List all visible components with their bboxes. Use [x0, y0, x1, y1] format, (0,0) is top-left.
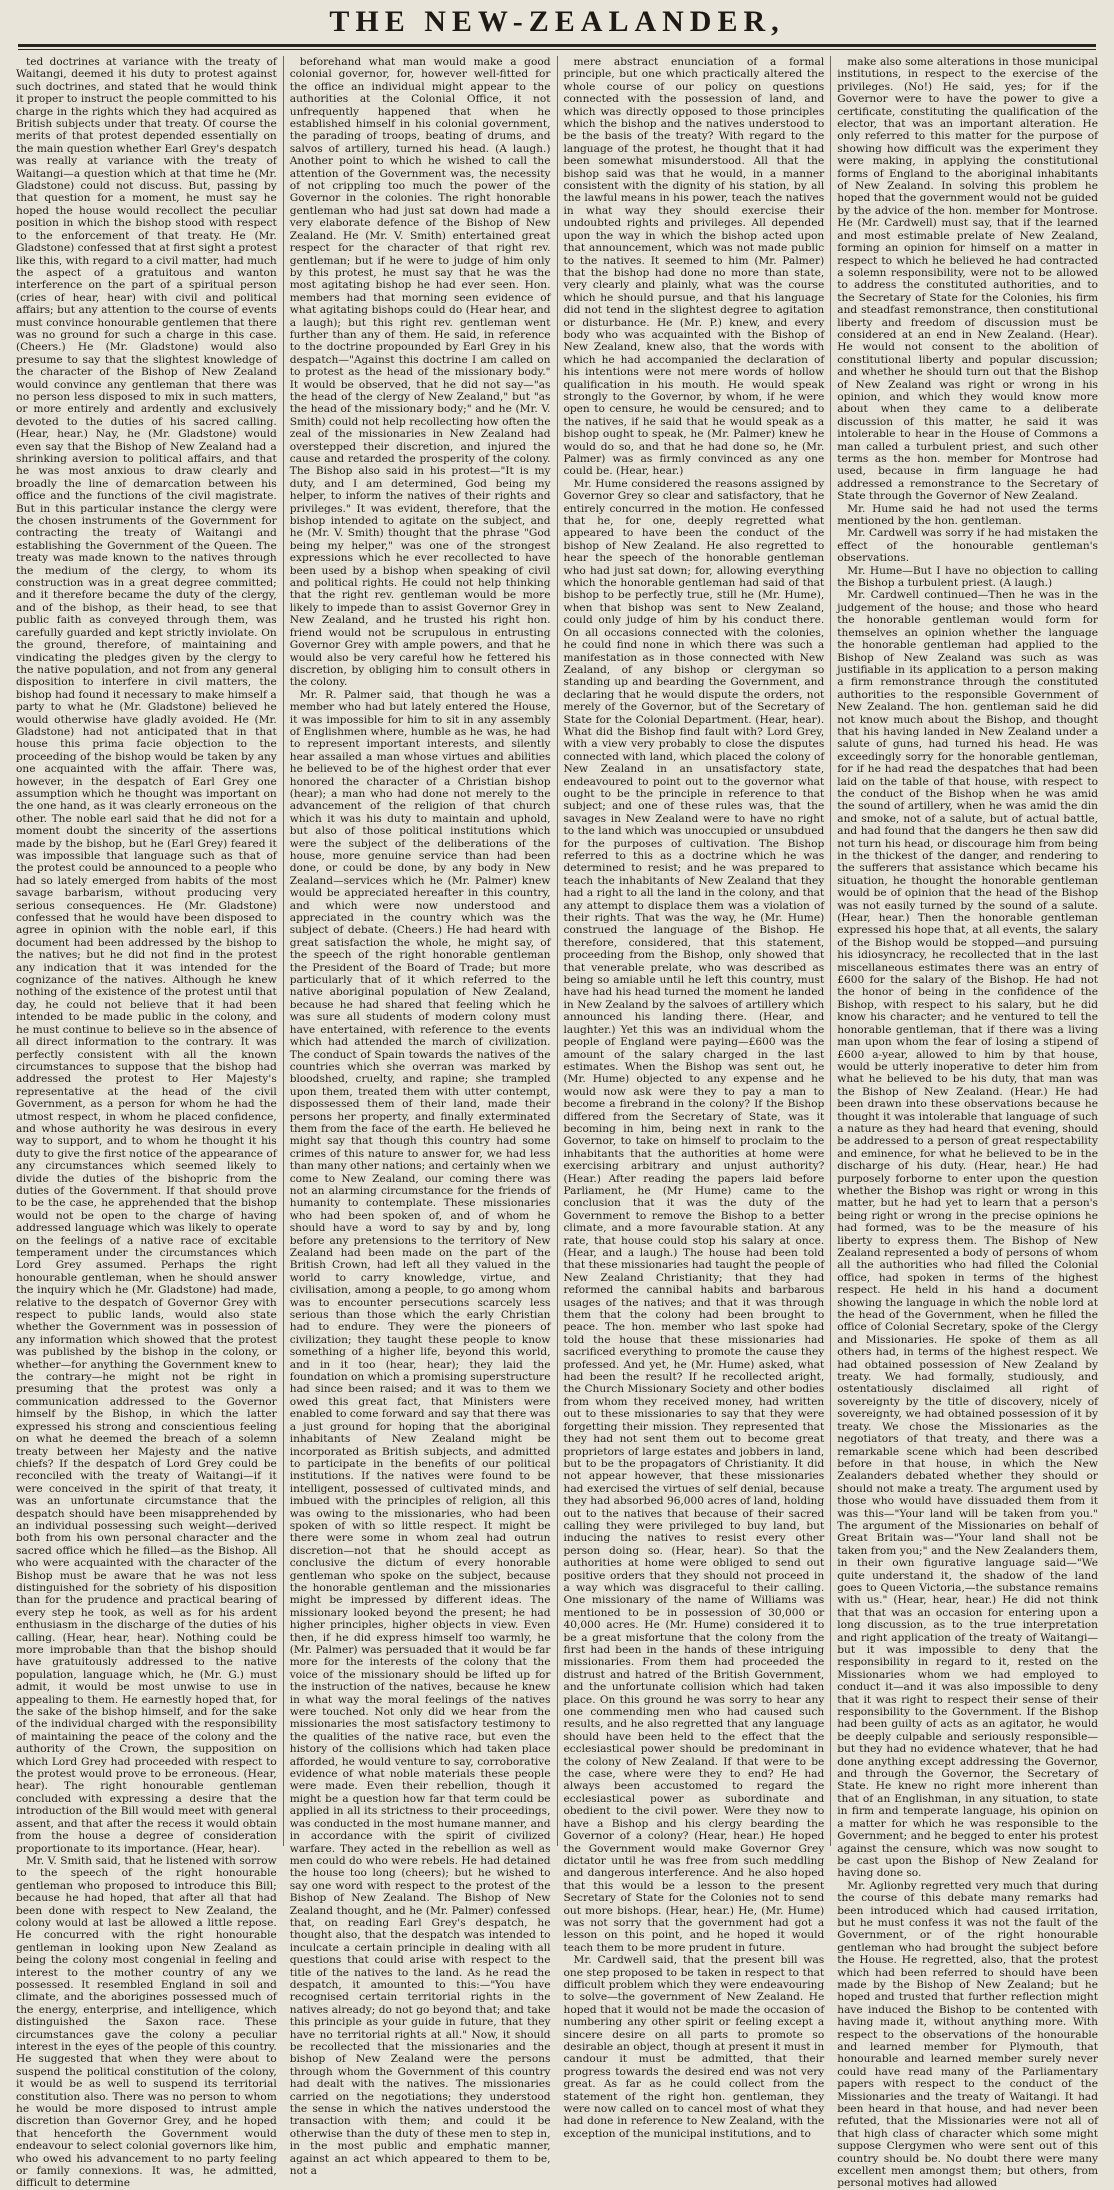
article-paragraph: Mr. Cardwell continued—Then he was in the judgement of the house; and those who heard the honorable gentleman would form for themselves an opinion whether the language the honorable gentleman had applied to the Bishop of New Zealand was such as was justifiable in its application to a person making a firm remonstrance through the constituted authorities to the responsible Government of New Zealand. The hon. gentleman said he did not know much about the Bishop, and thought that his having landed in New Zealand under a salute of guns, had turned his head. He was exceedingly sorry for the honorable gentleman, for if he had read the despatches that had been laid on the table of that house, with respect to the conduct of the Bishop when he was amid the sound of artillery, when he was amid the din and smoke, not of a salute, but of actual battle, and had found that the dangers he then saw did not turn his head, or discourage him from being in the thickest of the danger, and rendering to the sufferers that assistance which became his situation, he thought the honorable gentleman would be of opinion that the head of the Bishop was not easily turned by the sound of a salute. (Hear, hear.) Then the honorable gentleman expressed his hope that, at all events, the salary of the Bishop would be stopped—and pursuing his idiosyncracy, he recollected that in the last miscellaneous estimates there was an entry of £600 for the salary of the Bishop. He had not the honor of being in the confidence of the Bishop, with respect to his salary, but he did know his character; and he ventured to tell the honorable gentleman, that if there was a living man upon whom the fear of losing a stipend of £600 a-year, allowed to him by that house, would be utterly inoperative to deter him from what he believed to be his duty, that man was the Bishop of New Zealand. (Hear.) He had been drawn into these observations because he thought it was intolerable that language of such a nature as they had heard that evening, should be addressed to a person of great respectability and eminence, for what he believed to be in the discharge of his duty. (Hear, hear.) He had purposely forborne to enter upon the question whether the Bishop was right or wrong in this matter, but he had yet to learn that a person's being right or wrong in the precise opinions he had formed, was to be the measure of his liberty to express them. The Bishop of New Zealand represented a body of persons of whom all the authorities who had filled the Colonial office, had spoken in terms of the highest respect. He held in his hand a document showing the language in which the noble lord at the head of the Government, when he filled the office of Colonial Secretary, spoke of the Clergy and Missionaries. He spoke of them as all others had, in terms of the highest respect. We had obtained possession of New Zealand by treaty. We had formally, studiously, and ostentatiously disclaimed all right of sovereignty by the title of discovery, nicely of sovereignty, we had obtained possession of it by treaty. We chose the Missionaries as the negotiators of that treaty, and there was a remarkable scene which had been described before in that house, in which the New Zealanders debated whether they should or should not make a treaty. The argument used by those who would have dissuaded them from it was this—"Your land will be taken from you." The argument of the Missionaries on behalf of Great Britain was—"Your land shall not be taken from you;" and the New Zealanders them, in their own figurative language said—"We quite understand it, the shadow of the land goes to Queen Victoria,—the substance remains with us." (Hear, hear, hear.) He did not think that that was an occasion for entering upon a long discussion, as to the true interpretation and right application of the treaty of Waitangi—but it was impossible to deny that the responsibility in regard to it, rested on the Missionaries whom we had employed to conduct it—and it was also impossible to deny that it was right to respect their sense of their responsibility to the Government. If the Bishop had been guilty of acts as an agitator, he would be deeply culpable and seriously responsible—but they had no evidence whatever, that he had done anything except addressing the Governor, and through the Governor, the Secretary of State. He knew no right more inherent than that of an Englishman, in any situation, to state in firm and temperate language, his opinion on a matter for which he was responsible to the Government; and he begged to enter his protest against the censure, which was now sought to be cast upon the Bishop of New Zealand for having done so.: [837, 589, 1098, 1880]
article-paragraph: Mr. Cardwell was sorry if he had mistaken the effect of the honourable gentleman's observations.: [837, 527, 1098, 565]
masthead-rule: [18, 44, 1096, 47]
column-1: [10, 56, 283, 2190]
column-3: [557, 56, 831, 2140]
column-2: [283, 56, 557, 2178]
article-paragraph: Mr. Hume said he had not used the terms mentioned by the hon. gentleman.: [837, 502, 1098, 528]
article-paragraph: ted doctrines at variance with the treaty of Waitangi, deemed it his duty to protest against such doctrines, and stated that he would think it proper to instruct the people committed to his charge in the rights which they had acquired as British subjects under that treaty. Of course the merits of that protest depended essentially on the main question whether Earl Grey's despatch was really at variance with the treaty of Waitangi—a question which at that time he (Mr. Gladstone) could not discuss. But, passing by that question for a moment, he must say he hoped the house would recollect the peculiar position in which the bishop stood with respect to the enforcement of that treaty. He (Mr. Gladstone) confessed that at first sight a protest like this, with regard to a civil matter, had much the aspect of a gratuitous and wanton interference on the part of a spiritual person (cries of hear, hear) with civil and political affairs; but any attention to the course of events must convince honourable gentlemen that there was no ground for such a charge in this case. (Cheers.) He (Mr. Gladstone) would also presume to say that the slightest knowledge of the character of the Bishop of New Zealand would convince any gentleman that there was no person less disposed to mix in such matters, or more entirely and ardently and exclusively devoted to the duties of his sacred calling. (Hear, hear.) Nay, he (Mr. Gladstone) would even say that the Bishop of New Zealand had a shrinking aversion to political affairs, and that he was most anxious to draw clearly and broadly the line of demarcation between his office and the functions of the civil magistrate. But in this particular instance the clergy were the chosen instruments of the Government for contracting the treaty of Waitangi and establishing the Government of the Queen. The treaty was made known to the natives through the medium of the clergy, to whom its construction was in a great degree committed; and it therefore became the duty of the clergy, and of the bishop, as their head, to see that public faith as conveyed through them, was carefully guarded and kept strictly inviolate. On the ground, therefore, of maintaining and vindicating the pledges given by the clergy to the native population, and not from any general disposition to interfere in civil matters, the bishop had found it necessary to make himself a party to what he (Mr. Gladstone) believed he would otherwise have gladly avoided. He (Mr. Gladstone) had not anticipated that in that house this prima facie objection to the proceeding of the bishop would be taken by any one acquainted with the affair. There was, however, in the despatch of Earl Grey one assumption which he thought was important on the one hand, as it was clearly erroneous on the other. The noble earl said that he did not for a moment doubt the sincerity of the assertions made by the bishop, but he (Earl Grey) feared it was impossible that language such as that of the protest could be announced to a people who had so lately emerged from habits of the most savage barbarism, without producing very serious consequences. He (Mr. Gladstone) confessed that he would have been disposed to agree in opinion with the noble earl, if this document had been addressed by the bishop to the natives; but he did not find in the protest any indication that it was intended for the cognizance of the natives. Although he knew nothing of the existence of the protest until that day, he could not believe that it had been intended to be made public in the colony, and he must continue to believe so in the absence of all direct information to the contrary. It was perfectly consistent with all the known circumstances to suppose that the bishop had addressed the protest to Her Majesty's representative at the head of the civil Government, as a person for whom he had the utmost respect, in whom he placed confidence, and whose authority he was desirous in every way to support, and to whom he thought it his duty to give the first notice of the appearance of any circumstances which seemed likely to divide the duties of the bishopric from the duties of the Government. If that should prove to be the case, he apprehended that the bishop would not be open to the charge of having addressed language which was likely to operate on the feelings of a native race of excitable temperament under the circumstances which Lord Grey assumed. Perhaps the right honourable gentleman, when he should answer the inquiry which he (Mr. Gladstone) had made, relative to the despatch of Governor Grey with respect to public lands, would also state whether the Government was in possession of any information which showed that the protest was published by the bishop in the colony, or whether—for anything the Government knew to the contrary—he might not be right in presuming that the protest was only a communication addressed to the Governor himself by the Bishop, in which the latter expressed his strong and conscientious feeling on what he deemed the breach of a solemn treaty between her Majesty and the native chiefs? If the despatch of Lord Grey could be reconciled with the treaty of Waitangi—if it were conceived in the spirit of that treaty, it was an unfortunate circumstance that the despatch should have been misapprehended by an individual possessing such weight—derived both from his own personal character and the sacred office which he filled—as the Bishop. All who were acquainted with the character of the Bishop must be aware that he was not less distinguished for the sobriety of his disposition than for the prudence and practical bearing of every step he took, as well as for his ardent enthusiasm in the discharge of the duties of his calling. (Hear, hear, hear). Nothing could be more improbable than that the bishop should have gratuitously addressed to the native population, language which, he (Mr. G.) must admit, it would be most unwise to use in appealing to them. He earnestly hoped that, for the sake of the bishop himself, and for the sake of the individual charged with the responsibility of maintaining the peace of the colony and the authority of the Crown, the supposition on which Lord Grey had proceeded with respect to the protest would prove to be erroneous. (Hear, hear). The right honourable gentleman concluded with expressing a desire that the introduction of the Bill would meet with general assent, and that after the recess it would obtain from the house a degree of consideration proportionate to its importance. (Hear, hear).: [16, 56, 277, 1855]
article-paragraph: beforehand what man would make a good colonial governor, for, however well-fitted for the office an individual might appear to the authorities at the Colonial Office, it not unfrequently happened that when he established himself in his colonial government, the parading of troops, beating of drums, and salvos of artillery, turned his head. (A laugh.) Another point to which he wished to call the attention of the Government was, the necessity of not crippling too much the power of the Governor in the colonies. The right honorable gentleman who had just sat down had made a very elaborate defence of the Bishop of New Zealand. He (Mr. V. Smith) entertained great respect for the character of that right rev. gentleman; but if he were to judge of him only by this protest, he must say that he was the most agitating bishop he had ever seen. Hon. members had that morning seen evidence of what agitating bishops could do (Hear hear, and a laugh); but this right rev. gentleman went further than any of them. He said, in reference to the doctrine propounded by Earl Grey in his despatch—"Against this doctrine I am called on to protest as the head of the missionary body." It would be observed, that he did not say—"as the head of the clergy of New Zealand," but "as the head of the missionary body;" and he (Mr. V. Smith) could not help recollecting how often the zeal of the missionaries in New Zealand had overstepped their discretion, and injured the cause and retarded the prosperity of the colony. The Bishop also said in his protest—"It is my duty, and I am determined, God being my helper, to inform the natives of their rights and privileges." It was evident, therefore, that the bishop intended to agitate on the subject, and he (Mr. V. Smith) thought that the phrase "God being my helper," was one of the strongest expressions which he ever recollected to have been used by a bishop when speaking of civil and political rights. He could not help thinking that the right rev. gentleman would be more likely to impede than to assist Governor Grey in New Zealand, and he trusted his right hon. friend would not be scrupulous in entrusting Governor Grey with ample powers, and that he would also be very careful how he fettered his discretion, by obliging him to consult others in the colony.: [289, 56, 551, 689]
article-paragraph: make also some alterations in those municipal institutions, in respect to the exercise of the privileges. (No!) He said, yes; for if the Governor were to have the power to give a certificate, constituting the qualification of the elector, that was an important alteration. He only referred to this matter for the purpose of showing how difficult was the experiment they were making, in applying the constitutional forms of England to the aboriginal inhabitants of New Zealand. In solving this problem he hoped that the government would not be guided by the advice of the hon. member for Montrose. He (Mr. Cardwell) must say, that if the learned and most estimable prelate of New Zealand, forming an opinion for himself on a matter in respect to which he believed he had contracted a solemn responsibility, were not to be allowed to address the constituted authorities, and to the Secretary of State for the Colonies, his firm and steadfast remonstrance, then constitutional liberty and freedom of discussion must be considered at an end in New Zealand. (Hear). He would not consent to the abolition of constitutional liberty and popular discussion; and whether he should turn out that the Bishop of New Zealand was right or wrong in his opinion, and which they would know more about when they came to a deliberate discussion of this matter, he said it was intolerable to hear in the House of Commons a man called a turbulent priest, and such other terms as the hon. member for Montrose had used, because in firm language he had addressed a remonstrance to the Secretary of State through the Governor of New Zealand.: [837, 56, 1098, 503]
article-paragraph: Mr. Hume—But I have no objection to calling the Bishop a turbulent priest. (A laugh.): [837, 564, 1098, 590]
column-4: [830, 56, 1104, 2190]
article-paragraph: Mr. Hume considered the reasons assigned by Governor Grey so clear and satisfactory, that he entirely concurred in the motion. He confessed that he, for one, deeply regretted what appeared to have been the conduct of the bishop of New Zealand. He also regretted to hear the speech of the honorable gentleman who had just sat down; for, allowing everything which the honorable gentleman had said of that bishop to be perfectly true, still he (Mr. Hume), when that bishop was sent to New Zealand, could only judge of him by his conduct there. On all occasions connected with the colonies, he could find none in which there was such a manifestation as in those connected with New Zealand, of any bishop or clergyman so standing up and bearding the Government, and declaring that he would dispute the orders, not merely of the Governor, but of the Secretary of State for the Colonial Department. (Hear, hear). What did the Bishop find fault with? Lord Grey, with a view very probably to close the disputes connected with land, which placed the colony of New Zealand in an unsatisfactory state, endeavoured to point out to the governor what ought to be the principle in reference to that subject; and one of these rules was, that the savages in New Zealand were to have no right to the land which was unoccupied or unsubdued for the purposes of cultivation. The Bishop referred to this as a doctrine which he was determined to resist; and he was prepared to teach the inhabitants of New Zealand that they had a right to all the land in the colony, and that any attempt to displace them was a violation of their rights. That was the way, he (Mr. Hume) construed the language of the Bishop. He therefore, considered, that this statement, proceeding from the Bishop, only showed that that venerable prelate, who was described as being so amiable until he left this country, must have had his head turned the moment he landed in New Zealand by the salvoes of artillery which announced his landing there. (Hear, and laughter.) Yet this was an individual whom the people of England were paying—£600 was the amount of the salary charged in the last estimates. When the Bishop was sent out, he (Mr. Hume) objected to any expense and he would now ask were they to pay a man to become a firebrand in the colony? If the Bishop differed from the Secretary of State, was it becoming in him, being next in rank to the Governor, to take on himself to proclaim to the inhabitants that the authorities at home were exercising arbitrary and unjust authority? (Hear.) After reading the papers laid before Parliament, he (Mr Hume) came to the conclusion that it was the duty of the Government to remove the Bishop to a better climate, and a more favourable station. At any rate, that house could stop his salary at once. (Hear, and a laugh.) The house had been told that these missionaries had taught the people of New Zealand Christianity; that they had reformed the cannibal habits and barbarous usages of the natives; and that it was through them that the colony had been brought to peace. The hon. member who last spoke had told the house that these missionaries had sacrificed everything to promote the cause they professed. And yet, he (Mr. Hume) asked, what had been the result? If he recollected aright, the Church Missionary Society and other bodies from whom they received money, had written out to these missionaries to say that they were forgetting their mission. They represented that they had not sent them out to become great proprietors of large estates and jobbers in land, but to be the propagators of Christianity. It did not appear however, that these missionaries had exercised the virtues of self denial, because they had absorbed 96,000 acres of land, holding out to the natives that because of their sacred calling they were privileged to buy land, but inducing the natives to resist every other person doing so. (Hear, hear). So that the authorities at home were obliged to send out positive orders that they should not proceed in a way which was disgraceful to their calling. One missionary of the name of Williams was mentioned to be in possession of 30,000 or 40,000 acres. He (Mr. Hume) considered it to be a great misfortune that the colony from the first had been in the hands of these intriguing missionaries. From them had proceeded the distrust and hatred of the British Government, and the unfortunate collision which had taken place. On this ground he was sorry to hear any one commending men who had caused such results, and he also regretted that any language should have been held to the effect that the ecclesiastical power should be predominant in the colony of New Zealand. If that were to be the case, where were they to end? He had always been accustomed to regard the ecclesiastical power as subordinate and obedient to the civil power. Were they now to have a Bishop and his clergy bearding the Governor of a colony? (Hear, hear.) He hoped the Government would make Governor Grey dictator until he was free from such meddling and dangerous interference. And he also hoped that this would be a lesson to the present Secretary of State for the Colonies not to send out more bishops. (Hear, hear.) He, (Mr. Hume) was not sorry that the government had got a lesson on this point, and he hoped it would teach them to be more prudent in future.: [563, 477, 825, 1954]
article-paragraph: Mr. R. Palmer said, that though he was a member who had but lately entered the House, it was impossible for him to sit in any assembly of Englishmen where, humble as he was, he had to represent important interests, and silently hear assailed a man whose virtues and abilities he believed to be of the highest order that ever honored the character of a Christian bishop (hear); a man who had done not merely to the advancement of the religion of that church which it was his duty to maintain and uphold, but also of those political institutions which were the subject of the deliberations of the house, more genuine service than had been done, or could be done, by any body in New Zealand—services which he (Mr. Palmer) knew would be appreciated hereafter in this country, and which were now understood and appreciated in the country which was the subject of debate. (Cheers.) He had heard with great satisfaction the whole, he might say, of the speech of the right honorable gentleman the President of the Board of Trade; but more particularly that of it which referred to the native aboriginal population of New Zealand, because he had shared that feeling which he was sure all students of modern colony must have entertained, with reference to the events which had attended the march of civilization. The conduct of Spain towards the natives of the countries which she overran was marked by bloodshed, cruelty, and rapine; she trampled upon them, treated them with utter contempt, dispossessed them of their land, made their persons her property, and finally exterminated them from the face of the earth. He believed he might say that though this country had some crimes of this nature to answer for, we had less than many other nations; and certainly when we come to New Zealand, our coming there was not an alarming circumstance for the friends of humanity to contemplate. These missionaries who had been spoken of, and of whom he should have a word to say by and by, long before any pretensions to the territory of New Zealand had been made on the part of the British Crown, had left all they valued in the world to carry knowledge, virtue, and civilisation, among a people, to go among whom was to encounter persecutions scarcely less serious than those which the early Christian had to endure. They were the pioneers of civilization; they taught these people to know something of a higher life, beyond this world, and in it too (hear, hear); they laid the foundation on which a promising superstructure had since been raised; and it was to them we owed this great fact, that Ministers were enabled to come forward and say that there was a just ground for hoping that the aboriginal inhabitants of New Zealand might be incorporated as British subjects, and admitted to participate in the benefits of our political institutions. If the natives were found to be intelligent, possessed of cultivated minds, and imbued with the principles of religion, all this was owing to the missionaries, who had been spoken of with so little respect. It might be there were some in whom zeal had outrun discretion—not that he should accept as conclusive the dictum of every honorable gentleman who spoke on the subject, because the honorable gentleman and the missionaries might be impressed by different ideas. The missionary looked beyond the present; he had higher principles, higher objects in view. Even then, if he did express himself too warmly, he (Mr. Palmer) was persuaded that it would be far more for the interests of the colony that the voice of the missionary should be lifted up for the instruction of the natives, because he knew in what way the moral feelings of the natives were touched. Not only did we hear from the missionaries the most satisfactory testimony to the qualities of the native race, but even the history of the collisions which had taken place afforded, he would venture to say, corroborative evidence of what noble materials these people were made. Even their rebellion, though it might be a question how far that term could be applied in all its strictness to their proceedings, was conducted in the most humane manner, and in accordance with the spirit of civilized warfare. They acted in the rebellion as well as men could do who were rebels. He had detained the house too long (cheers); but he wished to say one word with respect to the protest of the Bishop of New Zealand. The Bishop of New Zealand thought, and he (Mr. Palmer) confessed that, on reading Earl Grey's despatch, he thought also, that the despatch was intended to inculcate a certain principle in dealing with all questions that could arise with respect to the title of the natives to the land. As he read the despatch, it amounted to this:—"You have recognised certain territorial rights in the natives already; do not go beyond that; and take this principle as your guide in future, that they have no territorial rights at all." Now, it should be recollected that the missionaries and the bishop of New Zealand were the persons through whom the Government of this country had dealt with the natives. The missionaries carried on the negotiations; they understood the sense in which the natives understood the transaction with them; and could it be otherwise than the duty of these men to step in, in the most public and emphatic manner, against an act which appeared to them to be, not a: [289, 688, 551, 2178]
article-paragraph: Mr. Aglionby regretted very much that during the course of this debate many remarks had been introduced which had caused irritation, but he must confess it was not the fault of the Government, or of the right honourable gentleman who had brought the subject before the House. He regretted, also, that the protest which had been referred to should have been made by the Bishop of New Zealand; but he hoped and trusted that further reflection might have induced the Bishop to be contented with having made it, without anything more. With respect to the observations of the honourable and learned member for Plymouth, that honourable and learned member surely never could have read many of the Parliamentary papers with respect to the conduct of the Missionaries and the treaty of Waitangi. It had been heard in that house, and had never been refuted, that the Missionaries were not all of that high class of character which some might suppose Clergymen who were sent out of this country should be. No doubt there were many excellent men amongst them; but others, from personal motives had allowed: [837, 1879, 1098, 2190]
article-paragraph: Mr. V. Smith said, that he listened with sorrow to the speech of the right honourable gentleman who proposed to introduce this Bill; because he had hoped, that after all that had been done with respect to New Zealand, the colony would at last be allowed a little repose. He concurred with the right honourable gentleman in looking upon New Zealand as being the colony most congenial in feeling and interest to the mother country of any we possessed. It resembled England in soil and climate, and the aborigines possessed much of the energy, enterprise, and intelligence, which distinguished the Saxon race. These circumstances gave the colony a peculiar interest in the eyes of the people of this country. He suggested that when they were about to suspend the political constitution of the colony, it would be as well to suspend its territorial constitution also. There was no person to whom he would be more disposed to intrust ample discretion than Governor Grey, and he hoped that henceforth the Government would endeavour to select colonial governors like him, who owed his advancement to no party feeling or family connexions. It was, he admitted, difficult to determine: [16, 1854, 277, 2190]
article-paragraph: Mr. Cardwell said, that the present bill was one step proposed to be taken in respect to that difficult problem which they were endeavouring to solve—the government of New Zealand. He hoped that it would not be made the occasion of numbering any other spirit or feeling except a sincere desire on all parts to promote so desirable an object, though at present it must in candour it must be admitted, that their progress towards the desired end was not very great. As far as he could collect from the statement of the right hon. gentleman, they were now called on to cancel most of what they had done in reference to New Zealand, with the exception of the municipal institutions, and to: [563, 1954, 825, 2140]
article-columns: [10, 56, 1104, 2190]
masthead-title: THE NEW-ZEALANDER,: [329, 5, 785, 38]
article-paragraph: mere abstract enunciation of a formal principle, but one which practically altered the whole course of our policy on questions connected with the possession of land, and which was directly opposed to those principles which the bishop and the natives understood to be the basis of the treaty? With regard to the language of the protest, he thought that it had been somewhat misunderstood. All that the bishop said was that he would, in a manner consistent with the dignity of his station, by all the lawful means in his power, teach the natives in what way they should exercise their undoubted rights and privileges. All depended upon the way in which the bishop acted upon that announcement, which was not made public to the natives. It seemed to him (Mr. Palmer) that the bishop had done no more than state, very clearly and plainly, what was the course which he should pursue, and that his language did not tend in the slightest degree to agitation or disturbance. He (Mr. P.) knew, and every body who was acquainted with the Bishop of New Zealand, knew also, that the words with which he had accompanied the declaration of his intentions were not mere words of hollow qualification in his mouth. He would speak strongly to the Governor, by whom, if he were open to censure, he would be censured; and to the natives, if he said that he would speak as a bishop ought to speak, he (Mr. Palmer) knew he would do so, and that he had done so, he (Mr. Palmer) was as firmly convinced as any one could be. (Hear, hear.): [563, 56, 825, 478]
masthead-rule-thin: [18, 49, 1096, 50]
